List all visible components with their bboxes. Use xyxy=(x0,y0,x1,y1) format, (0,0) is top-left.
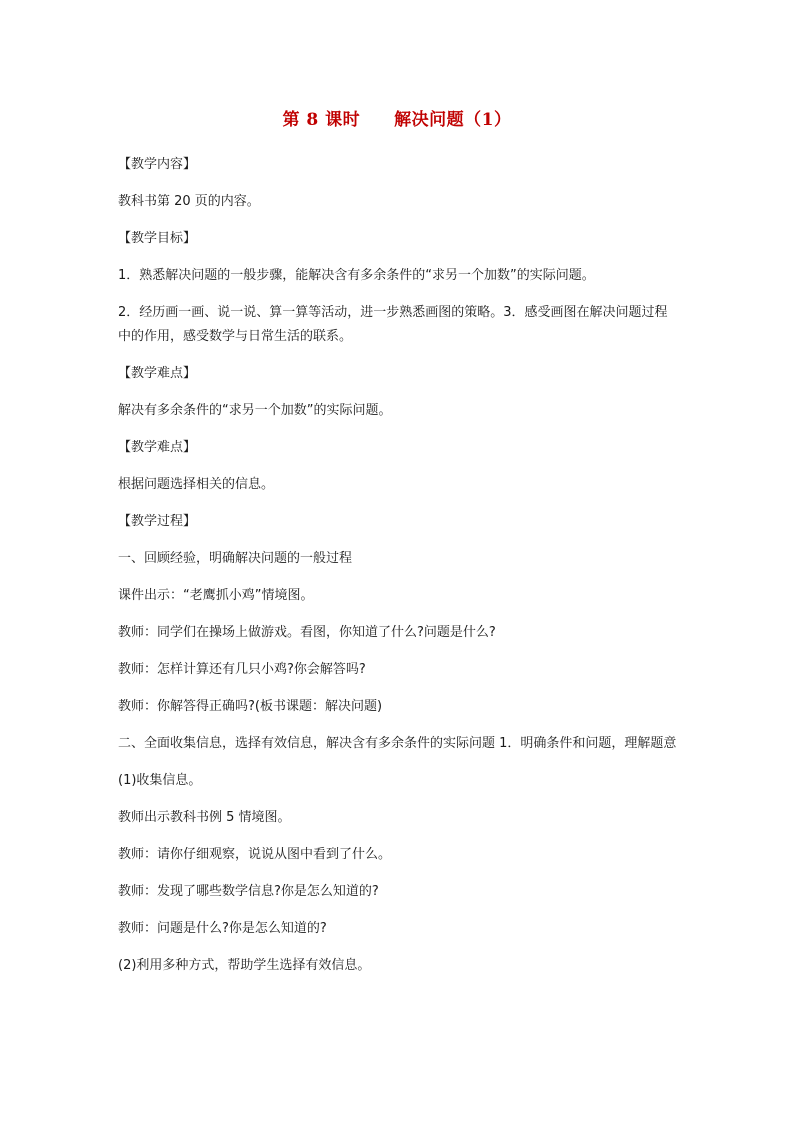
section-heading-difficulty: 【教学难点】 xyxy=(118,366,197,381)
content-text: 教科书第 20 页的内容。 xyxy=(118,194,260,209)
teacher-line: 教师：怎样计算还有几只小鸡?你会解答吗? xyxy=(118,662,366,677)
process-text: 教师出示教科书例 5 情境图。 xyxy=(118,810,291,825)
section-heading-process: 【教学过程】 xyxy=(118,514,197,529)
section-heading-difficulty-2: 【教学难点】 xyxy=(118,440,197,455)
teacher-line: 教师：你解答得正确吗?(板书课题：解决问题) xyxy=(118,699,383,714)
process-step-2-heading: 二、全面收集信息，选择有效信息，解决含有多余条件的实际问题 1．明确条件和问题，理解题意 xyxy=(118,736,677,751)
process-substep: (2)利用多种方式，帮助学生选择有效信息。 xyxy=(118,958,371,973)
teacher-line: 教师：同学们在操场上做游戏。看图，你知道了什么?问题是什么? xyxy=(118,625,496,640)
lesson-topic: 解决问题（1） xyxy=(394,110,512,130)
lesson-title xyxy=(0,105,794,130)
goal-item-1: 1．熟悉解决问题的一般步骤，能解决含有多余条件的“求另一个加数”的实际问题。 xyxy=(118,268,595,283)
difficulty-text-2: 根据问题选择相关的信息。 xyxy=(118,477,275,492)
process-text: 课件出示：“老鹰抓小鸡”情境图。 xyxy=(118,588,314,603)
document-body xyxy=(118,153,678,991)
process-substep: (1)收集信息。 xyxy=(118,773,202,788)
section-heading-content: 【教学内容】 xyxy=(118,157,197,172)
teacher-line: 教师：请你仔细观察，说说从图中看到了什么。 xyxy=(118,847,392,862)
process-step-1-heading: 一、回顾经验，明确解决问题的一般过程 xyxy=(118,551,353,566)
teacher-line: 教师：问题是什么?你是怎么知道的? xyxy=(118,921,327,936)
teacher-line: 教师：发现了哪些数学信息?你是怎么知道的? xyxy=(118,884,379,899)
section-heading-goals: 【教学目标】 xyxy=(118,231,197,246)
lesson-number: 第 8 课时 xyxy=(282,110,361,130)
difficulty-text: 解决有多余条件的“求另一个加数”的实际问题。 xyxy=(118,403,392,418)
goal-item-2: 2．经历画一画、说一说、算一算等活动，进一步熟悉画图的策略。3．感受画图在解决问题过程中的作用，感受数学与日常生活的联系。 xyxy=(118,305,668,344)
